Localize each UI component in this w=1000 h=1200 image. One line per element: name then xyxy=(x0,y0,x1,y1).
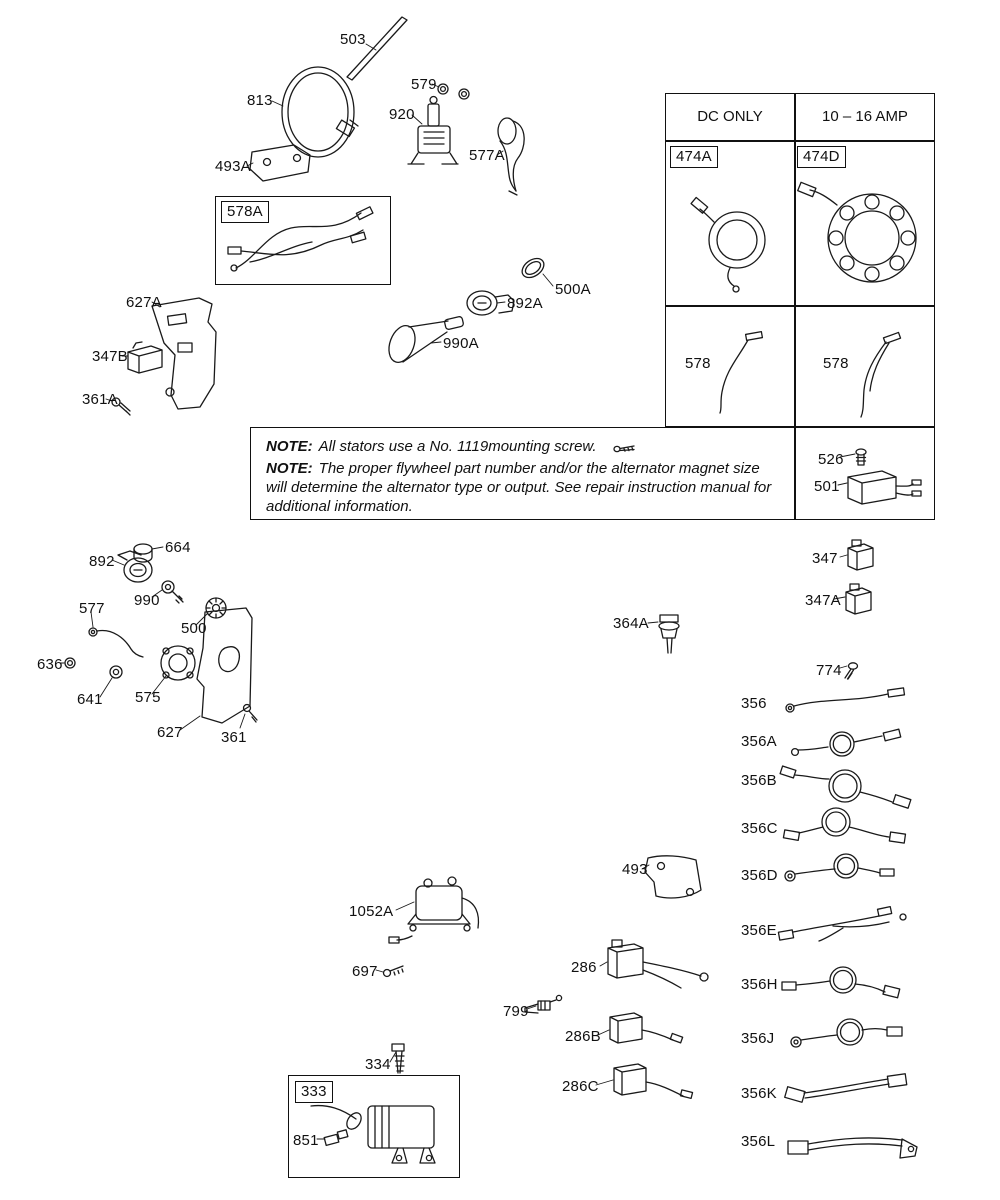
part-label-892A: 892A xyxy=(507,295,543,312)
part-label-334: 334 xyxy=(365,1056,391,1073)
part-label-577: 577 xyxy=(79,600,105,617)
part-label-990A: 990A xyxy=(443,335,479,352)
part-label-356E: 356E xyxy=(741,922,777,939)
washer-641-drawing xyxy=(110,666,122,678)
part-label-356K: 356K xyxy=(741,1085,777,1102)
table-column-divider xyxy=(794,93,796,427)
wire-356K-drawing xyxy=(785,1074,907,1102)
wire-356L-drawing xyxy=(788,1138,917,1158)
wire-356H-drawing xyxy=(782,967,900,998)
switch-347-drawing xyxy=(848,540,873,570)
part-label-1052A: 1052A xyxy=(349,903,394,920)
part-label-664: 664 xyxy=(165,539,191,556)
part-label-474D: 474D xyxy=(797,146,846,168)
relay-286B-drawing xyxy=(610,1013,683,1043)
wire-356C-drawing xyxy=(783,808,905,843)
switch-347A-drawing xyxy=(846,584,871,614)
part-label-636: 636 xyxy=(37,656,63,673)
wire-356D-drawing xyxy=(785,854,894,881)
part-label-501: 501 xyxy=(814,478,840,495)
bolt-334-drawing xyxy=(392,1044,404,1073)
part-label-799: 799 xyxy=(503,1003,529,1020)
part-label-347A: 347A xyxy=(805,592,841,609)
table-header-10-16-amp: 10 – 16 AMP xyxy=(822,108,908,125)
wire-356B-drawing xyxy=(780,766,911,808)
part-label-356B: 356B xyxy=(741,772,777,789)
screw-697-drawing xyxy=(384,966,404,977)
part-label-920: 920 xyxy=(389,106,415,123)
cap-664-drawing xyxy=(134,544,152,562)
part-label-286B: 286B xyxy=(565,1028,601,1045)
part-label-578A: 578A xyxy=(221,201,269,223)
key-switch-892-drawing xyxy=(118,551,152,582)
part-label-361A: 361A xyxy=(82,391,118,408)
part-label-578-left: 578 xyxy=(685,355,711,372)
sensor-364A-drawing xyxy=(659,615,679,653)
clamp-813-drawing xyxy=(282,67,358,157)
note-1-text: All stators use a No. 1119mounting screw. xyxy=(318,438,597,455)
part-label-851: 851 xyxy=(293,1132,319,1149)
key-990-drawing xyxy=(162,581,183,603)
note-1 xyxy=(266,437,626,456)
part-label-356L: 356L xyxy=(741,1133,776,1150)
part-label-500A: 500A xyxy=(555,281,591,298)
part-label-774: 774 xyxy=(816,662,842,679)
nut-636-drawing xyxy=(65,658,75,668)
part-label-356D: 356D xyxy=(741,867,778,884)
fasteners-579-drawing xyxy=(438,84,469,99)
screw-361-drawing xyxy=(244,705,258,723)
ignition-coil-920-drawing xyxy=(408,97,458,165)
part-label-577A: 577A xyxy=(469,147,505,164)
table-row-divider xyxy=(665,305,935,307)
part-label-493A: 493A xyxy=(215,158,251,175)
note-2 xyxy=(266,459,782,516)
part-label-500: 500 xyxy=(181,620,207,637)
strap-503-drawing xyxy=(347,17,407,80)
wire-356E-drawing xyxy=(778,907,906,941)
part-label-356J: 356J xyxy=(741,1030,775,1047)
part-label-697: 697 xyxy=(352,963,378,980)
wire-356-drawing xyxy=(786,688,904,712)
wire-577-drawing xyxy=(89,628,143,657)
note-1-label: NOTE: xyxy=(266,438,313,455)
oring-500A-drawing xyxy=(519,255,548,282)
part-label-286: 286 xyxy=(571,959,597,976)
part-label-578-right: 578 xyxy=(823,355,849,372)
bracket-627A-drawing xyxy=(152,298,216,409)
part-label-286C: 286C xyxy=(562,1078,599,1095)
part-label-627A: 627A xyxy=(126,294,162,311)
part-label-474A: 474A xyxy=(670,146,718,168)
note-2-label: NOTE: xyxy=(266,460,313,477)
relay-286C-drawing xyxy=(614,1064,693,1098)
screw-774-drawing xyxy=(845,663,858,679)
part-label-575: 575 xyxy=(135,689,161,706)
bracket-493A-drawing xyxy=(250,145,310,181)
part-label-347: 347 xyxy=(812,550,838,567)
part-label-356: 356 xyxy=(741,695,767,712)
switch-347B-drawing xyxy=(128,342,162,373)
part-label-526: 526 xyxy=(818,451,844,468)
table-header-dc-only: DC ONLY xyxy=(697,108,763,125)
part-label-579: 579 xyxy=(411,76,437,93)
part-label-333: 333 xyxy=(295,1081,333,1103)
table-header-divider xyxy=(665,140,935,142)
part-label-347B: 347B xyxy=(92,348,128,365)
part-label-627: 627 xyxy=(157,724,183,741)
wire-356J-drawing xyxy=(791,1019,902,1047)
regulator-cell-frame xyxy=(794,427,935,520)
part-label-990: 990 xyxy=(134,592,160,609)
part-label-356C: 356C xyxy=(741,820,778,837)
bracket-493-drawing xyxy=(645,856,701,898)
part-label-356A: 356A xyxy=(741,733,777,750)
washer-500-drawing xyxy=(206,598,226,618)
solenoid-1052A-drawing xyxy=(389,877,478,943)
part-label-364A: 364A xyxy=(613,615,649,632)
alternator-table-frame xyxy=(665,93,935,427)
part-label-892: 892 xyxy=(89,553,115,570)
wire-356A-drawing xyxy=(792,729,901,756)
part-label-493: 493 xyxy=(622,861,648,878)
part-label-813: 813 xyxy=(247,92,273,109)
relay-286-drawing xyxy=(608,940,708,988)
note-2-text: The proper flywheel part number and/or the alternator magnet size will determine the alternator type or output. See repair instruction manual for additional information. xyxy=(266,460,772,515)
part-label-361: 361 xyxy=(221,729,247,746)
seal-575-drawing xyxy=(161,646,195,680)
part-label-356H: 356H xyxy=(741,976,778,993)
part-label-503: 503 xyxy=(340,31,366,48)
part-label-641: 641 xyxy=(77,691,103,708)
spark-plug-799-drawing xyxy=(525,995,562,1013)
